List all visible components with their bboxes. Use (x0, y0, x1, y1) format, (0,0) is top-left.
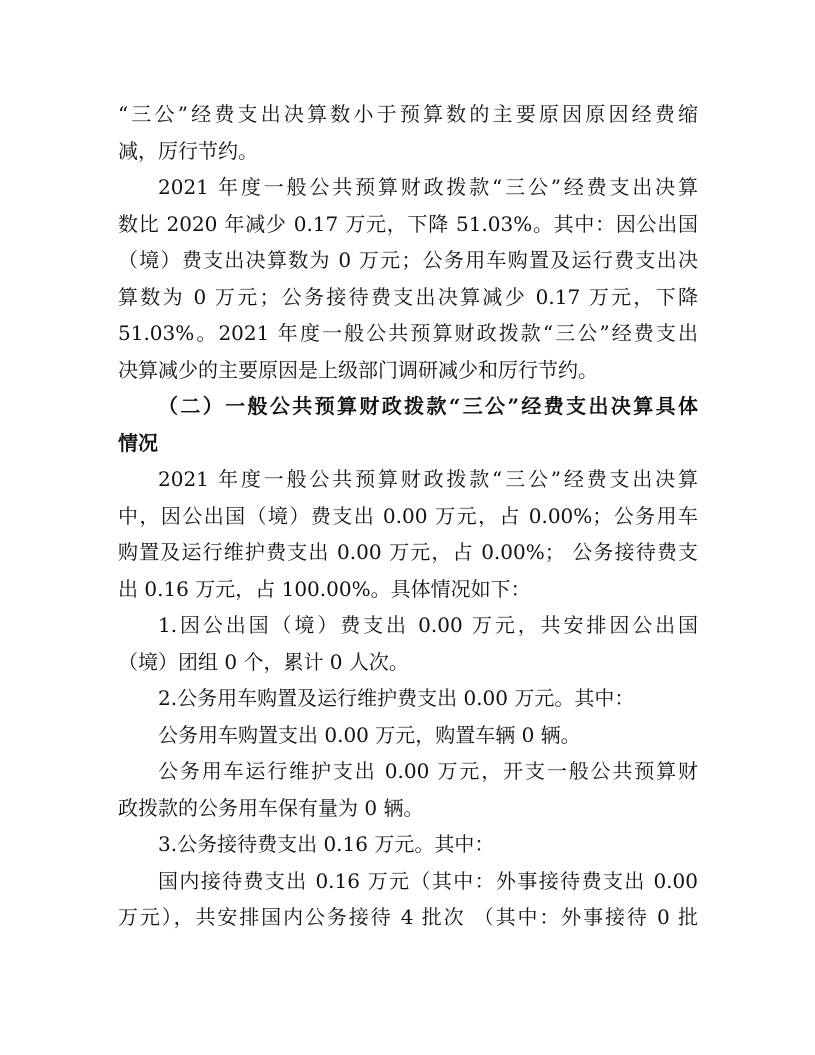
text-line: 万元），共安排国内公务接待 4 批次 （其中：外事接待 0 批 (118, 905, 698, 929)
text-line: 政拨款的公务用车保有量为 0 辆。 (118, 795, 424, 820)
text-line: 51.03%。2021 年度一般公共预算财政拨款“三公”经费支出 (118, 321, 698, 345)
list-item-line: 1.因公出国（境）费支出 0.00 万元，共安排因公出国 (158, 613, 698, 637)
text-line: （境）费支出决算数为 0 万元；公务用车购置及运行费支出决 (118, 248, 698, 272)
section-heading-continuation: 情况 (118, 430, 158, 455)
list-item-line: 3.公务接待费支出 0.16 万元。其中： (158, 832, 495, 856)
section-heading: （二）一般公共预算财政拨款“三公”经费支出决算具体 (158, 394, 698, 418)
text-line: 购置及运行维护费支出 0.00 万元，占 0.00%； 公务接待费支 (118, 540, 698, 564)
text-line: 中，因公出国（境）费支出 0.00 万元，占 0.00%；公务用车 (118, 503, 698, 528)
text-line: 出 0.16 万元，占 100.00%。具体情况如下： (118, 576, 531, 601)
paragraph-start-line: 2021 年度一般公共预算财政拨款“三公”经费支出决算 (158, 467, 698, 491)
text-line: 决算减少的主要原因是上级部门调研减少和厉行节约。 (118, 357, 598, 382)
paragraph-start-line: 公务用车运行维护支出 0.00 万元，开支一般公共预算财 (158, 759, 698, 783)
text-line: 数比 2020 年减少 0.17 万元，下降 51.03%。其中：因公出国 (118, 211, 698, 236)
paragraph-start-line: 2021 年度一般公共预算财政拨款“三公”经费支出决算 (158, 175, 698, 199)
document-page (118, 96, 698, 936)
text-line: “三公”经费支出决算数小于预算数的主要原因原因经费缩 (118, 102, 698, 126)
paragraph-start-line: 国内接待费支出 0.16 万元（其中：外事接待费支出 0.00 (158, 868, 698, 893)
text-line: 减，厉行节约。 (118, 138, 258, 163)
list-item-line: 2.公务用车购置及运行维护费支出 0.00 万元。其中： (158, 686, 635, 710)
text-line: 算数为 0 万元；公务接待费支出决算减少 0.17 万元，下降 (118, 284, 698, 309)
text-line: （境）团组 0 个，累计 0 人次。 (118, 649, 409, 674)
paragraph-start-line: 公务用车购置支出 0.00 万元，购置车辆 0 辆。 (158, 722, 581, 747)
